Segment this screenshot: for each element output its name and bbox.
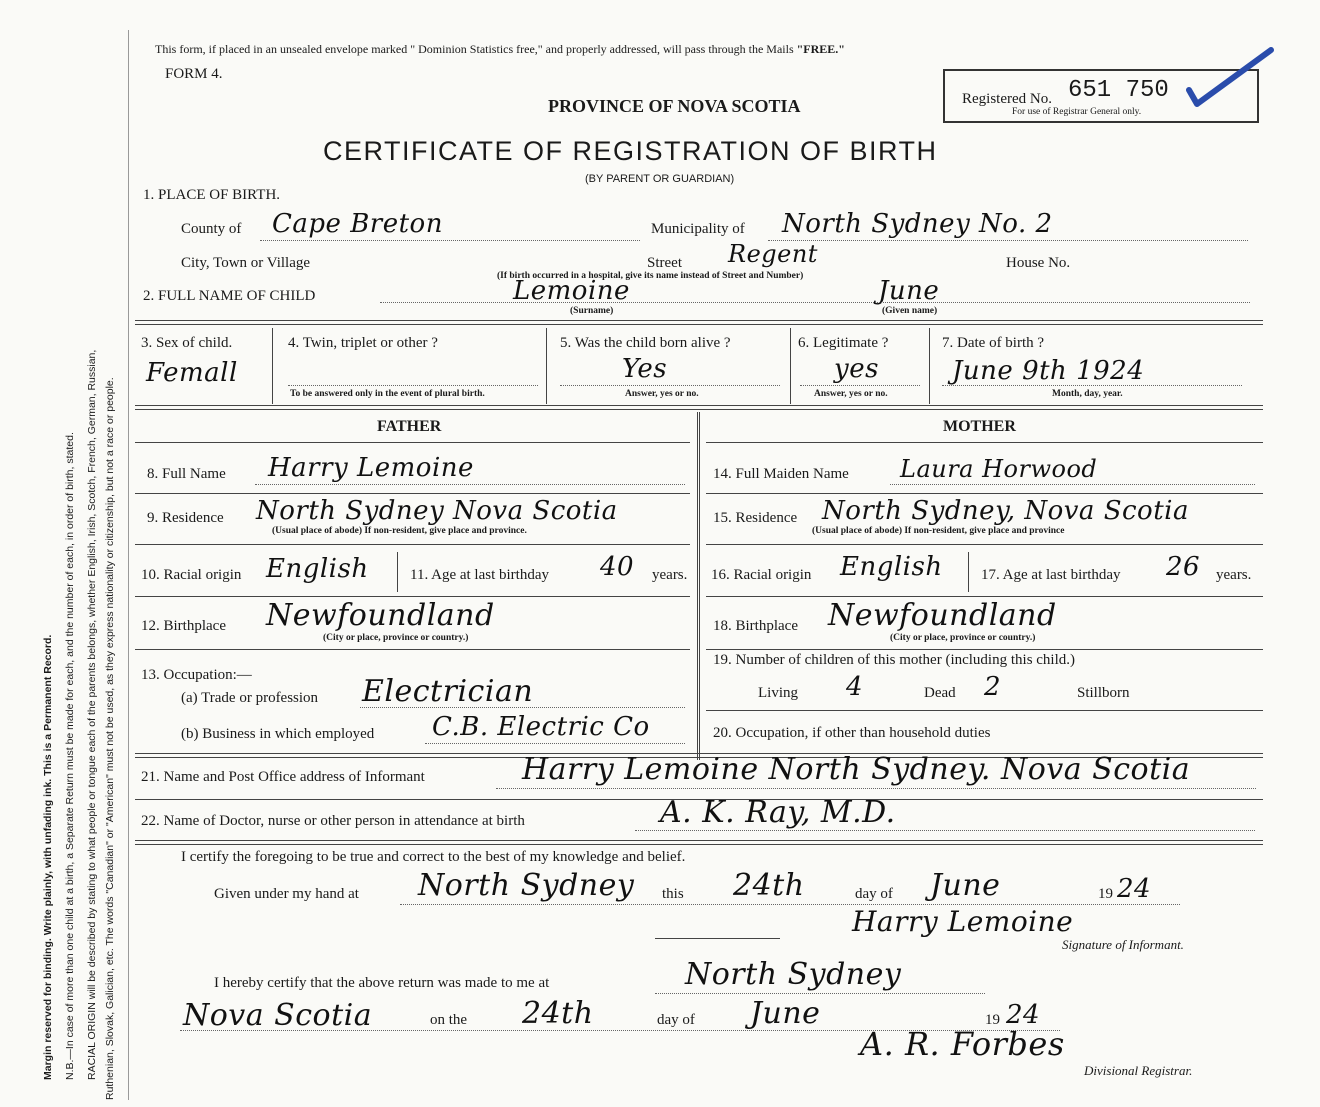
mail-free: "FREE." [796, 42, 845, 56]
city-label: City, Town or Village [181, 255, 311, 271]
twin-note: To be answered only in the event of plural birth. [290, 389, 485, 399]
page-title: CERTIFICATE OF REGISTRATION OF BIRTH [323, 136, 938, 166]
father-racial-value: English [266, 554, 369, 584]
province-heading: PROVINCE OF NOVA SCOTIA [548, 96, 801, 116]
place-heading: 1. PLACE OF BIRTH. [143, 187, 281, 203]
hospital-note: (If birth occurred in a hospital, give its name instead of Street and Number) [497, 271, 804, 281]
alive-label: 5. Was the child born alive ? [560, 335, 731, 351]
dob-note: Month, day, year. [1052, 389, 1123, 399]
given-month: June [930, 868, 1001, 903]
father-name-value: Harry Lemoine [268, 453, 474, 483]
informant-sig-caption: Signature of Informant. [1062, 937, 1184, 952]
municipality-value: North Sydney No. 2 [782, 209, 1053, 239]
registrar-sig-caption: Divisional Registrar. [1084, 1063, 1193, 1078]
day-of-label: day of [855, 886, 893, 902]
doctor-value: A. K. Ray, M.D. [660, 795, 896, 830]
business-label: (b) Business in which employed [181, 726, 375, 742]
mother-age-label: 17. Age at last birthday [981, 567, 1121, 583]
alive-note: Answer, yes or no. [625, 389, 699, 399]
informant-value: Harry Lemoine North Sydney. Nova Scotia [522, 752, 1191, 787]
registered-number: 651 750 [1068, 77, 1169, 104]
mother-racial-label: 16. Racial origin [711, 567, 812, 583]
father-racial-label: 10. Racial origin [141, 567, 242, 583]
municipality-label: Municipality of [651, 221, 745, 237]
sidebar-line-3: RACIAL ORIGIN will be described by stating to what people or tongue each of the parents belongs, whether English, Irish, Scotch, French, German, Russian, [86, 349, 98, 1080]
reg-year-prefix: 19 [985, 1012, 1000, 1028]
mother-res-value: North Sydney, Nova Scotia [822, 496, 1189, 526]
mother-birthplace-label: 18. Birthplace [713, 618, 798, 634]
sex-value: Femall [146, 358, 238, 388]
father-res-label: 9. Residence [147, 510, 224, 526]
mother-res-note: (Usual place of abode) If non-resident, give place and province [812, 526, 1065, 536]
father-birthplace-note: (City or place, province or country.) [323, 633, 469, 643]
given-year: 24 [1117, 874, 1152, 904]
father-birthplace-label: 12. Birthplace [141, 618, 226, 634]
this-label: this [662, 886, 684, 902]
father-age-unit: years. [652, 567, 688, 583]
page-subtitle: (BY PARENT OR GUARDIAN) [585, 173, 735, 185]
mother-birthplace-note: (City or place, province or country.) [890, 633, 1036, 643]
margin-line [128, 30, 129, 1100]
trade-value: Electrician [362, 674, 534, 709]
dead-label: Dead [924, 685, 956, 701]
children-label: 19. Number of children of this mother (including this child.) [713, 652, 1076, 668]
father-age-value: 40 [600, 552, 635, 582]
mother-name-label: 14. Full Maiden Name [713, 466, 849, 482]
registrar-note: For use of Registrar General only. [1012, 107, 1142, 117]
reg-year: 24 [1006, 1000, 1041, 1030]
mother-birthplace-value: Newfoundland [828, 598, 1057, 633]
reg-day-of-label: day of [657, 1012, 695, 1028]
form-number: FORM 4. [165, 66, 223, 82]
father-res-value: North Sydney Nova Scotia [256, 496, 618, 526]
legit-note: Answer, yes or no. [814, 389, 888, 399]
house-label: House No. [1006, 255, 1071, 271]
county-label: County of [181, 221, 242, 237]
father-heading: FATHER [377, 418, 442, 435]
legit-label: 6. Legitimate ? [798, 335, 889, 351]
informant-signature: Harry Lemoine [852, 905, 1074, 938]
year-prefix: 19 [1098, 886, 1113, 902]
mother-racial-value: English [840, 552, 943, 582]
dob-value: June 9th 1924 [952, 356, 1145, 386]
doctor-label: 22. Name of Doctor, nurse or other person in attendance at birth [141, 813, 525, 829]
mother-age-unit: years. [1216, 567, 1252, 583]
given-place: North Sydney [418, 868, 635, 903]
reg-day: 24th [522, 996, 594, 1031]
registrar-statement: I hereby certify that the above return was made to me at [214, 975, 550, 991]
reg-place-2: Nova Scotia [183, 998, 373, 1033]
father-birthplace-value: Newfoundland [266, 598, 495, 633]
given-label: Given under my hand at [214, 886, 359, 902]
father-age-label: 11. Age at last birthday [410, 567, 549, 583]
street-label: Street [647, 255, 682, 271]
reg-place: North Sydney [685, 957, 902, 992]
father-res-note: (Usual place of abode) If non-resident, give place and province. [272, 526, 527, 536]
stillborn-label: Stillborn [1077, 685, 1130, 701]
mother-res-label: 15. Residence [713, 510, 798, 526]
checkmark-icon [1185, 46, 1275, 108]
street-value: Regent [728, 240, 818, 268]
sidebar-line-1: Margin reserved for binding. Write plainly, with unfading ink. This is a Permanent Record. [42, 634, 54, 1080]
surname-value: Lemoine [513, 276, 630, 306]
twin-label: 4. Twin, triplet or other ? [288, 335, 438, 351]
reg-month: June [750, 996, 821, 1031]
sex-label: 3. Sex of child. [141, 335, 233, 351]
business-value: C.B. Electric Co [432, 712, 650, 742]
given-day: 24th [733, 868, 805, 903]
father-name-label: 8. Full Name [147, 466, 226, 482]
informant-label: 21. Name and Post Office address of Informant [141, 769, 425, 785]
mother-age-value: 26 [1166, 552, 1201, 582]
living-value: 4 [846, 672, 864, 702]
alive-value: Yes [622, 354, 668, 384]
mother-occupation-label: 20. Occupation, if other than household duties [713, 725, 991, 741]
trade-label: (a) Trade or profession [181, 690, 319, 706]
given-value: June [878, 276, 940, 306]
mail-notice: This form, if placed in an unsealed envelope marked " Dominion Statistics free," and properly addressed, will pass through the Mails "FREE." [155, 42, 845, 56]
living-label: Living [758, 685, 798, 701]
column-divider [697, 412, 700, 760]
given-caption: (Given name) [882, 306, 938, 316]
certify-statement: I certify the foregoing to be true and correct to the best of my knowledge and belief. [181, 849, 686, 865]
dob-label: 7. Date of birth ? [942, 335, 1045, 351]
registrar-signature: A. R. Forbes [860, 1025, 1065, 1063]
legit-value: yes [834, 354, 879, 384]
sidebar-line-2: N.B.—In case of more than one child at a birth, a Separate Return must be made for each, and the number of each, in order of birth, stated. [64, 432, 76, 1080]
county-value: Cape Breton [272, 209, 443, 239]
surname-caption: (Surname) [570, 306, 614, 316]
mother-name-value: Laura Horwood [900, 455, 1098, 483]
dead-value: 2 [984, 672, 1002, 702]
child-name-label: 2. FULL NAME OF CHILD [143, 288, 316, 304]
on-the-label: on the [430, 1012, 468, 1028]
sidebar-line-4: Ruthenian, Slovak, Galician, etc. The words "Canadian" or "American" must not be used, as they express nationality or citizenship, but not a race or people. [104, 377, 116, 1100]
registered-label: Registered No. [962, 91, 1052, 107]
occupation-label: 13. Occupation:— [141, 667, 252, 683]
mother-heading: MOTHER [943, 418, 1016, 435]
